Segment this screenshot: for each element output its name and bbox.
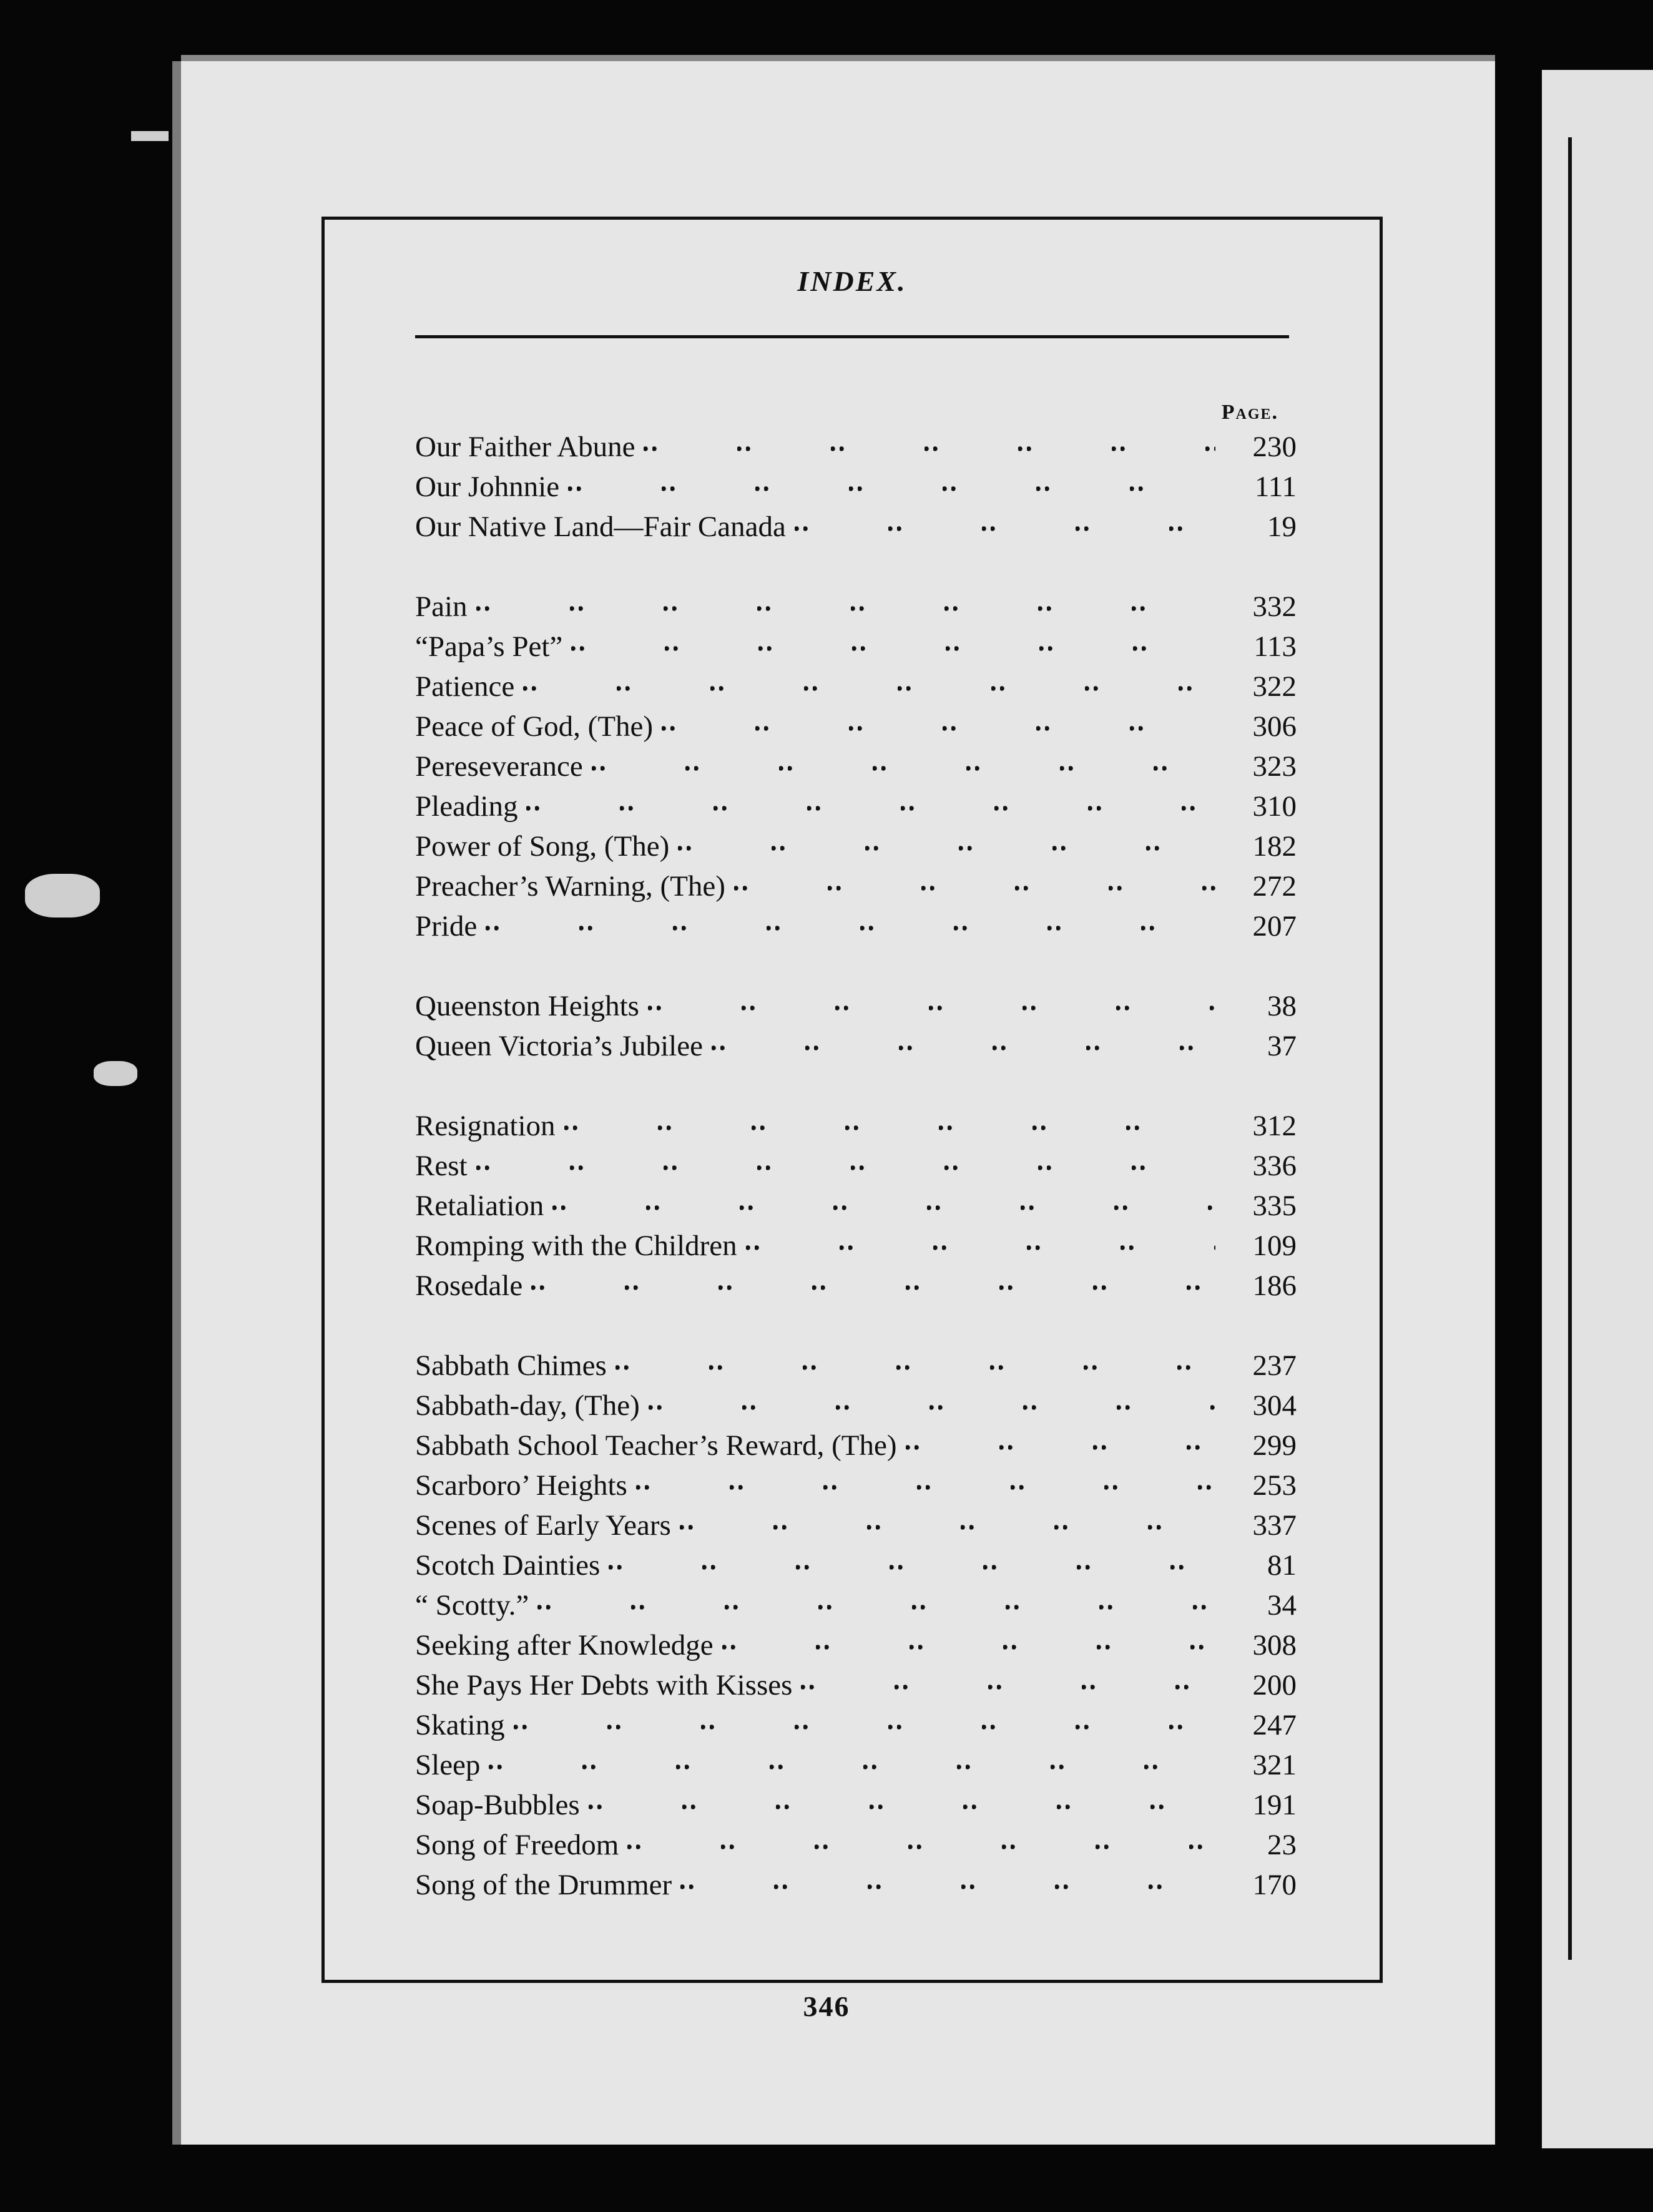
entry-page-number: 304 <box>1252 1389 1297 1422</box>
entry-page-number: 38 <box>1267 990 1297 1022</box>
paper-scrap <box>94 1061 137 1086</box>
entry-page-number: 23 <box>1267 1829 1297 1861</box>
entry-page-number: 310 <box>1252 790 1297 823</box>
index-entry <box>415 1346 1297 1386</box>
entry-title: Resignation <box>415 1110 556 1142</box>
index-entry <box>415 1426 1297 1466</box>
entry-title: Song of Freedom <box>415 1829 619 1861</box>
entry-title: Our Johnnie <box>415 471 560 503</box>
dot-leader <box>476 1158 1215 1177</box>
index-entry <box>415 1665 1297 1705</box>
entry-title: Queen Victoria’s Jubilee <box>415 1030 703 1062</box>
index-entry <box>415 1785 1297 1825</box>
index-entry <box>415 1106 1297 1146</box>
entry-page-number: 170 <box>1252 1869 1297 1901</box>
entry-page-number: 299 <box>1252 1429 1297 1462</box>
dot-leader <box>795 519 1215 538</box>
entry-title: Retaliation <box>415 1190 544 1222</box>
index-entry <box>415 627 1297 667</box>
dot-leader <box>644 439 1215 458</box>
entry-title: Romping with the Children <box>415 1230 737 1262</box>
index-entry <box>415 667 1297 707</box>
entry-title: Our Native Land—Fair Canada <box>415 511 786 543</box>
entry-page-number: 37 <box>1267 1030 1297 1062</box>
entry-title: Preacher’s Warning, (The) <box>415 870 725 903</box>
entry-title: Pleading <box>415 790 518 823</box>
dot-leader <box>609 1558 1215 1577</box>
entry-page-number: 111 <box>1254 471 1297 503</box>
entry-page-number: 323 <box>1252 750 1297 783</box>
index-entry <box>415 986 1297 1026</box>
entry-title: Scotch Dainties <box>415 1549 601 1582</box>
entry-title: Pride <box>415 910 478 942</box>
entry-page-number: 237 <box>1252 1349 1297 1382</box>
entry-page-number: 336 <box>1252 1150 1297 1182</box>
dot-leader <box>801 1678 1215 1696</box>
entry-title: Skating <box>415 1709 505 1741</box>
entry-title: Song of the Drummer <box>415 1869 672 1901</box>
entry-title: Sabbath-day, (The) <box>415 1389 640 1422</box>
entry-title: Sleep <box>415 1749 481 1781</box>
entry-title: Rosedale <box>415 1270 523 1302</box>
entry-title: She Pays Her Debts with Kisses <box>415 1669 793 1701</box>
dot-leader <box>616 1358 1215 1377</box>
dot-leader <box>514 1718 1215 1736</box>
index-frame <box>321 217 1383 1983</box>
entry-page-number: 230 <box>1252 431 1297 463</box>
dot-leader <box>592 759 1215 778</box>
index-entry <box>415 1625 1297 1665</box>
entry-title: Pereseverance <box>415 750 583 783</box>
dot-leader <box>568 479 1215 498</box>
title-rule <box>415 335 1289 338</box>
entry-page-number: 200 <box>1252 1669 1297 1701</box>
index-entry <box>415 467 1297 507</box>
entry-title: Scenes of Early Years <box>415 1509 671 1542</box>
adjacent-page-rule <box>1568 137 1572 1960</box>
entry-page-number: 182 <box>1252 830 1297 863</box>
entry-page-number: 34 <box>1267 1589 1297 1622</box>
dot-leader <box>489 1758 1215 1776</box>
index-entry <box>415 1505 1297 1545</box>
entry-page-number: 332 <box>1252 590 1297 623</box>
entry-title: “Papa’s Pet” <box>415 630 563 663</box>
entry-title: Queenston Heights <box>415 990 639 1022</box>
paper-scrap <box>25 874 100 918</box>
dot-leader <box>649 1398 1215 1417</box>
dot-leader <box>678 839 1215 858</box>
dot-leader <box>531 1278 1215 1297</box>
paper-scrap <box>131 131 169 141</box>
dot-leader <box>526 799 1215 818</box>
entry-title: Sabbath Chimes <box>415 1349 607 1382</box>
index-entry <box>415 427 1297 467</box>
entry-page-number: 312 <box>1252 1110 1297 1142</box>
dot-leader <box>486 919 1215 937</box>
dot-leader <box>589 1798 1215 1816</box>
dot-leader <box>571 639 1215 658</box>
dot-leader <box>537 1598 1215 1617</box>
entry-page-number: 113 <box>1253 630 1297 663</box>
index-entry <box>415 1266 1297 1306</box>
entry-page-number: 321 <box>1252 1749 1297 1781</box>
entry-title: “ Scotty.” <box>415 1589 529 1622</box>
entry-title: Power of Song, (The) <box>415 830 670 863</box>
entry-page-number: 109 <box>1252 1230 1297 1262</box>
index-entry <box>415 1146 1297 1186</box>
entry-page-number: 81 <box>1267 1549 1297 1582</box>
entry-title: Rest <box>415 1150 468 1182</box>
page-column-header: Page. <box>1221 401 1278 424</box>
dot-leader <box>552 1198 1215 1217</box>
adjacent-page-edge <box>1542 70 1653 2148</box>
index-entry <box>415 906 1297 946</box>
entry-page-number: 306 <box>1252 710 1297 743</box>
index-entry <box>415 1386 1297 1426</box>
entry-page-number: 337 <box>1252 1509 1297 1542</box>
index-entry <box>415 866 1297 906</box>
dot-leader <box>564 1118 1215 1137</box>
dot-leader <box>476 599 1215 618</box>
entry-title: Soap-Bubbles <box>415 1789 580 1821</box>
dot-leader <box>712 1039 1215 1057</box>
index-entry <box>415 707 1297 746</box>
entry-title: Peace of God, (The) <box>415 710 654 743</box>
entry-title: Our Faither Abune <box>415 431 635 463</box>
dot-leader <box>627 1838 1215 1856</box>
dot-leader <box>722 1638 1215 1657</box>
page-number: 346 <box>803 1990 850 2022</box>
dot-leader <box>680 1518 1215 1537</box>
entry-title: Seeking after Knowledge <box>415 1629 714 1661</box>
entry-page-number: 308 <box>1252 1629 1297 1661</box>
entry-page-number: 191 <box>1252 1789 1297 1821</box>
index-entry <box>415 587 1297 627</box>
entry-title: Scarboro’ Heights <box>415 1469 627 1502</box>
dot-leader <box>662 719 1215 738</box>
entry-page-number: 272 <box>1252 870 1297 903</box>
index-entry <box>415 1865 1297 1905</box>
index-entries <box>415 427 1297 1905</box>
index-entry <box>415 1026 1297 1066</box>
dot-leader <box>734 879 1215 898</box>
dot-leader <box>746 1238 1215 1257</box>
index-entry <box>415 1186 1297 1226</box>
dot-leader <box>523 679 1215 698</box>
index-entry <box>415 826 1297 866</box>
index-entry <box>415 1825 1297 1865</box>
entry-page-number: 207 <box>1252 910 1297 942</box>
entry-page-number: 186 <box>1252 1270 1297 1302</box>
index-entry <box>415 1705 1297 1745</box>
entry-title: Sabbath School Teacher’s Reward, (The) <box>415 1429 897 1462</box>
index-entry <box>415 1226 1297 1266</box>
entry-title: Pain <box>415 590 468 623</box>
entry-page-number: 253 <box>1252 1469 1297 1502</box>
index-title: INDEX. <box>797 265 907 297</box>
index-entry <box>415 1585 1297 1625</box>
index-entry <box>415 786 1297 826</box>
entry-title: Patience <box>415 670 515 703</box>
dot-leader <box>648 999 1215 1017</box>
index-entry <box>415 507 1297 547</box>
index-entry <box>415 1545 1297 1585</box>
entry-page-number: 247 <box>1252 1709 1297 1741</box>
dot-leader <box>680 1877 1215 1896</box>
index-entry <box>415 1466 1297 1505</box>
dot-leader <box>906 1438 1215 1457</box>
entry-page-number: 19 <box>1267 511 1297 543</box>
index-entry <box>415 1745 1297 1785</box>
entry-page-number: 335 <box>1252 1190 1297 1222</box>
dot-leader <box>636 1478 1215 1497</box>
entry-page-number: 322 <box>1252 670 1297 703</box>
index-entry <box>415 746 1297 786</box>
